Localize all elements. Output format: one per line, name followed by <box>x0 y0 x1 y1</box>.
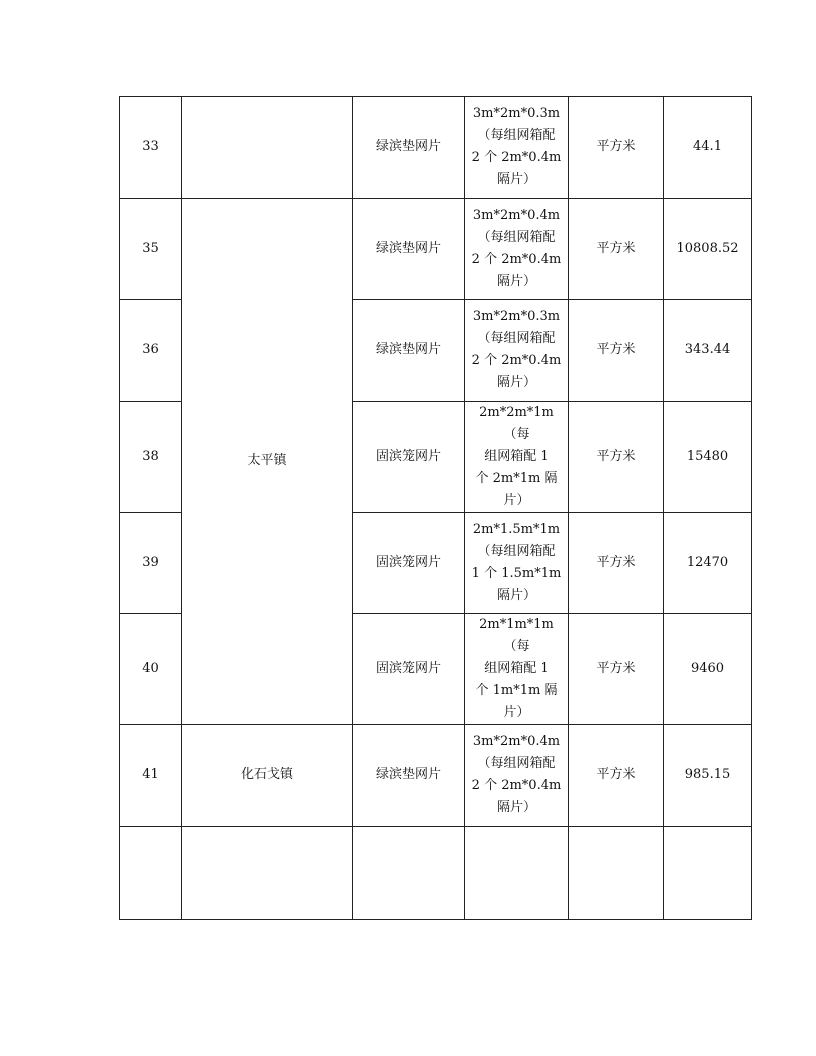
row-number: 36 <box>120 300 182 402</box>
unit-cell: 平方米 <box>569 512 664 614</box>
row-number: 33 <box>120 97 182 199</box>
material-name: 绿滨垫网片 <box>353 725 465 827</box>
material-name: 绿滨垫网片 <box>353 97 465 199</box>
unit-cell: 平方米 <box>569 725 664 827</box>
spec-text: 3m*2m*0.4m （每组网箱配 2 个 2m*0.4m 隔片） <box>471 734 562 816</box>
spec-text: 3m*2m*0.3m （每组网箱配 2 个 2m*0.4m 隔片） <box>471 309 562 391</box>
table-row <box>120 198 752 300</box>
quantity-cell: 10808.52 <box>664 198 752 300</box>
spec-cell <box>465 401 569 512</box>
empty-cell <box>182 826 353 919</box>
spec-cell <box>465 97 569 199</box>
material-name: 固滨笼网片 <box>353 614 465 725</box>
spec-cell <box>465 198 569 300</box>
row-number: 38 <box>120 401 182 512</box>
empty-cell <box>664 826 752 919</box>
table-row-empty <box>120 826 752 919</box>
quantity-cell: 15480 <box>664 401 752 512</box>
unit-cell: 平方米 <box>569 614 664 725</box>
spec-cell <box>465 725 569 827</box>
spec-cell <box>465 614 569 725</box>
town-cell <box>182 97 353 199</box>
empty-cell <box>120 826 182 919</box>
quantity-cell: 343.44 <box>664 300 752 402</box>
quantity-cell: 12470 <box>664 512 752 614</box>
spec-text: 3m*2m*0.3m （每组网箱配 2 个 2m*0.4m 隔片） <box>471 106 562 188</box>
row-number: 39 <box>120 512 182 614</box>
spec-cell <box>465 300 569 402</box>
unit-cell: 平方米 <box>569 401 664 512</box>
row-number: 41 <box>120 725 182 827</box>
unit-cell: 平方米 <box>569 300 664 402</box>
row-number: 35 <box>120 198 182 300</box>
spec-text: 2m*2m*1m（每 组网箱配 1 个 2m*1m 隔 片） <box>475 404 558 508</box>
material-name: 绿滨垫网片 <box>353 300 465 402</box>
spec-text: 2m*1m*1m（每 组网箱配 1 个 1m*1m 隔 片） <box>475 617 558 720</box>
material-name: 绿滨垫网片 <box>353 198 465 300</box>
spec-cell <box>465 512 569 614</box>
material-table <box>119 96 752 920</box>
empty-cell <box>353 826 465 919</box>
material-name: 固滨笼网片 <box>353 512 465 614</box>
spec-text: 3m*2m*0.4m （每组网箱配 2 个 2m*0.4m 隔片） <box>471 207 562 289</box>
spec-text: 2m*1.5m*1m （每组网箱配 1 个 1.5m*1m 隔片） <box>471 521 562 603</box>
material-name: 固滨笼网片 <box>353 401 465 512</box>
empty-cell <box>569 826 664 919</box>
table-row <box>120 97 752 199</box>
town-cell-merged: 太平镇 <box>182 198 353 725</box>
table-row <box>120 725 752 827</box>
unit-cell: 平方米 <box>569 198 664 300</box>
quantity-cell: 9460 <box>664 614 752 725</box>
quantity-cell: 985.15 <box>664 725 752 827</box>
unit-cell: 平方米 <box>569 97 664 199</box>
quantity-cell: 44.1 <box>664 97 752 199</box>
town-cell: 化石戈镇 <box>182 725 353 827</box>
material-table-container <box>119 96 751 920</box>
row-number: 40 <box>120 614 182 725</box>
empty-cell <box>465 826 569 919</box>
